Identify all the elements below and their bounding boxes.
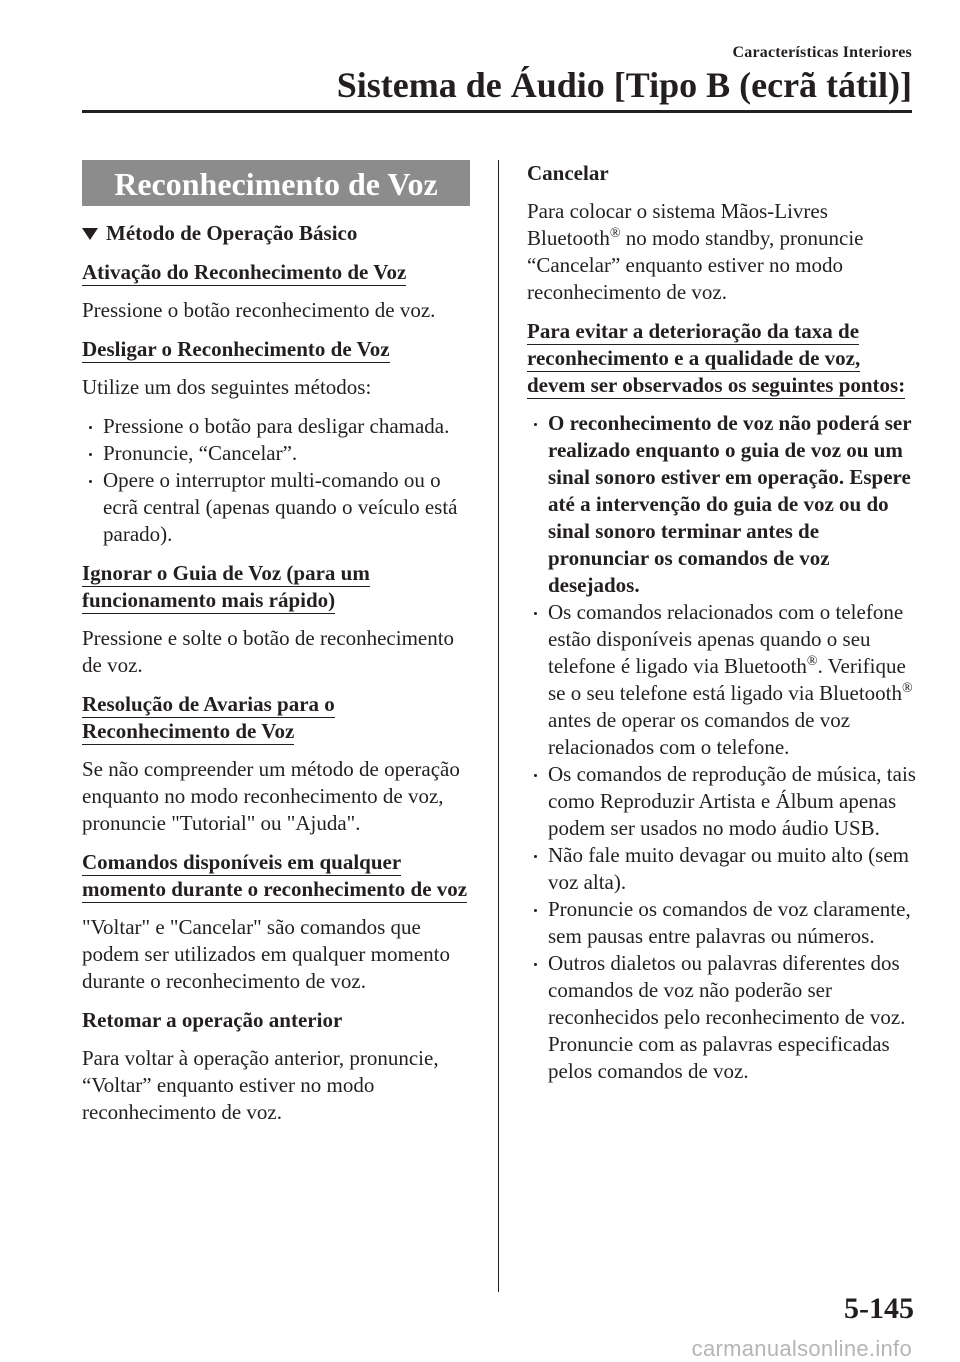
paragraph-troubleshooting: Se não compreender um método de operação enquanto no modo reconhecimento de voz, pronuncie "Tutorial" ou "Ajuda". <box>82 757 460 835</box>
paragraph-resume: Para voltar à operação anterior, pronuncie, “Voltar” enquanto estiver no modo reconhecimento de voz. <box>82 1046 439 1124</box>
paragraph-deactivate: Utilize um dos seguintes métodos: <box>82 375 372 399</box>
list-item: Os comandos relacionados com o telefone estão disponíveis apenas quando o seu telefone é ligado via Bluetooth®. Verifique se o seu telefone está ligado via Bluetooth® antes de operar os comandos de voz relacionados com o telefone. <box>527 599 919 761</box>
heading-cancel: Cancelar <box>527 161 609 185</box>
heading-skip-guide: Ignorar o Guia de Voz (para um funcionamento mais rápido) <box>82 561 370 612</box>
list-item: Não fale muito devagar ou muito alto (sem voz alta). <box>527 842 919 896</box>
paragraph-cancel: Para colocar o sistema Mãos-Livres Bluetooth® no modo standby, pronuncie “Cancelar” enquanto estiver no modo reconhecimento de voz. <box>527 199 864 304</box>
list-item: Os comandos de reprodução de música, tais como Reproduzir Artista e Álbum apenas podem ser usados no modo áudio USB. <box>527 761 919 842</box>
list-item: Pronuncie, “Cancelar”. <box>82 440 472 467</box>
heading-activate: Ativação do Reconhecimento de Voz <box>82 260 407 284</box>
header-rule <box>82 110 912 113</box>
section-banner: Reconhecimento de Voz <box>82 160 470 206</box>
header-section-label: Características Interiores <box>732 44 912 61</box>
right-column <box>527 160 919 1097</box>
deactivate-list <box>82 413 472 548</box>
column-divider <box>498 160 499 1292</box>
page-number: 5-145 <box>844 1292 914 1325</box>
heading-avoid-deterioration: Para evitar a deterioração da taxa de reconhecimento e a qualidade de voz, devem ser observados os seguintes pontos: <box>527 319 906 397</box>
subheading <box>82 220 472 247</box>
heading-troubleshooting: Resolução de Avarias para o Reconhecimento de Voz <box>82 692 335 743</box>
page-title: Sistema de Áudio [Tipo B (ecrã tátil)] <box>336 65 912 105</box>
list-item: Outros dialetos ou palavras diferentes dos comandos de voz não poderão ser reconhecidos pelo reconhecimento de voz. Pronuncie com as palavras especificadas pelos comandos de voz. <box>527 950 919 1085</box>
left-column <box>82 160 472 1138</box>
paragraph-skip-guide: Pressione e solte o botão de reconhecimento de voz. <box>82 626 455 677</box>
tips-list <box>527 410 919 1085</box>
list-item: Pronuncie os comandos de voz claramente, sem pausas entre palavras ou números. <box>527 896 919 950</box>
list-item: Opere o interruptor multi-comando ou o ecrã central (apenas quando o veículo está parado). <box>82 467 472 548</box>
heading-resume: Retomar a operação anterior <box>82 1008 343 1032</box>
list-item: Pressione o botão para desligar chamada. <box>82 413 472 440</box>
paragraph-available-commands: "Voltar" e "Cancelar" são comandos que podem ser utilizados em qualquer momento durante o reconhecimento de voz. <box>82 915 450 993</box>
heading-available-commands: Comandos disponíveis em qualquer momento durante o reconhecimento de voz <box>82 850 468 901</box>
paragraph-activate: Pressione o botão reconhecimento de voz. <box>82 298 436 322</box>
triangle-down-icon <box>82 228 98 240</box>
watermark: carmanualsonline.info <box>691 1336 912 1361</box>
heading-deactivate: Desligar o Reconhecimento de Voz <box>82 337 390 361</box>
subheading-text: Método de Operação Básico <box>106 221 358 245</box>
list-item: O reconhecimento de voz não poderá ser realizado enquanto o guia de voz ou um sinal sonoro estiver em operação. Espere até a intervenção do guia de voz ou do sinal sonoro terminar antes de pronunciar os comandos de voz desejados. <box>527 410 919 599</box>
